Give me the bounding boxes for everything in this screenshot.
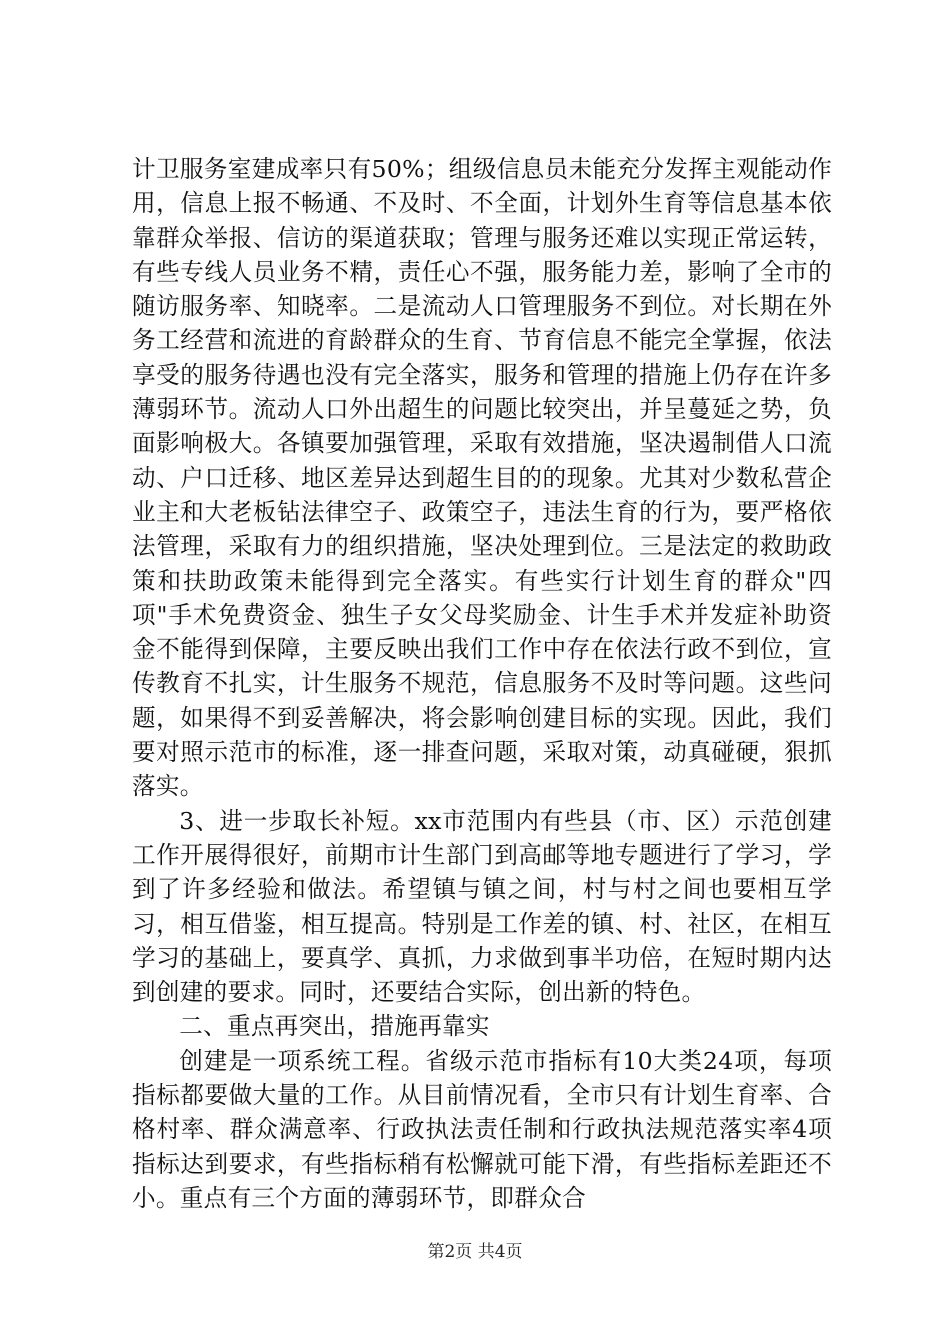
document-body bbox=[132, 152, 832, 1215]
page-number-footer: 第2页 共4页 bbox=[427, 1242, 523, 1262]
paragraph-1: 计卫服务室建成率只有50%；组级信息员未能充分发挥主观能动作用，信息上报不畅通、不及时、不全面，计划外生育等信息基本依靠群众举报、信访的渠道获取；管理与服务还难以实现正常运转，有些专线人员业务不精，责任心不强，服务能力差，影响了全市的随访服务率、知晓率。二是流动人口管理服务不到位。对长期在外务工经营和流进的育龄群众的生育、节育信息不能完全掌握，依法享受的服务待遇也没有完全落实，服务和管理的措施上仍存在许多薄弱环节。流动人口外出超生的问题比较突出，并呈蔓延之势，负面影响极大。各镇要加强管理，采取有效措施，坚决遏制借人口流动、户口迁移、地区差异达到超生目的的现象。尤其对少数私营企业主和大老板钻法律空子、政策空子，违法生育的行为，要严格依法管理，采取有力的组织措施，坚决处理到位。三是法定的救助政策和扶助政策未能得到完全落实。有些实行计划生育的群众"四项"手术免费资金、独生子女父母奖励金、计生手术并发症补助资金不能得到保障，主要反映出我们工作中存在依法行政不到位，宣传教育不扎实，计生服务不规范，信息服务不及时等问题。这些问题，如果得不到妥善解决，将会影响创建目标的实现。因此，我们要对照示范市的标准，逐一排查问题，采取对策，动真碰硬，狠抓落实。 bbox=[132, 155, 832, 801]
paragraph-3: 创建是一项系统工程。省级示范市指标有10大类24项，每项指标都要做大量的工作。从目前情况看，全市只有计划生育率、合格村率、群众满意率、行政执法责任制和行政执法规范落实率4项指标达到要求，有些指标稍有松懈就可能下滑，有些指标差距还不小。重点有三个方面的薄弱环节，即群众合 bbox=[132, 1046, 832, 1212]
paragraph-2: 3、进一步取长补短。xx市范围内有些县（市、区）示范创建工作开展得很好，前期市计生部门到高邮等地专题进行了学习，学到了许多经验和做法。希望镇与镇之间，村与村之间也要相互学习，相互借鉴，相互提高。特别是工作差的镇、村、社区，在相互学习的基础上，要真学、真抓，力求做到事半功倍，在短时期内达到创建的要求。同时，还要结合实际，创出新的特色。 bbox=[132, 806, 832, 1007]
section-heading: 二、重点再突出，措施再靠实 bbox=[179, 1012, 490, 1041]
